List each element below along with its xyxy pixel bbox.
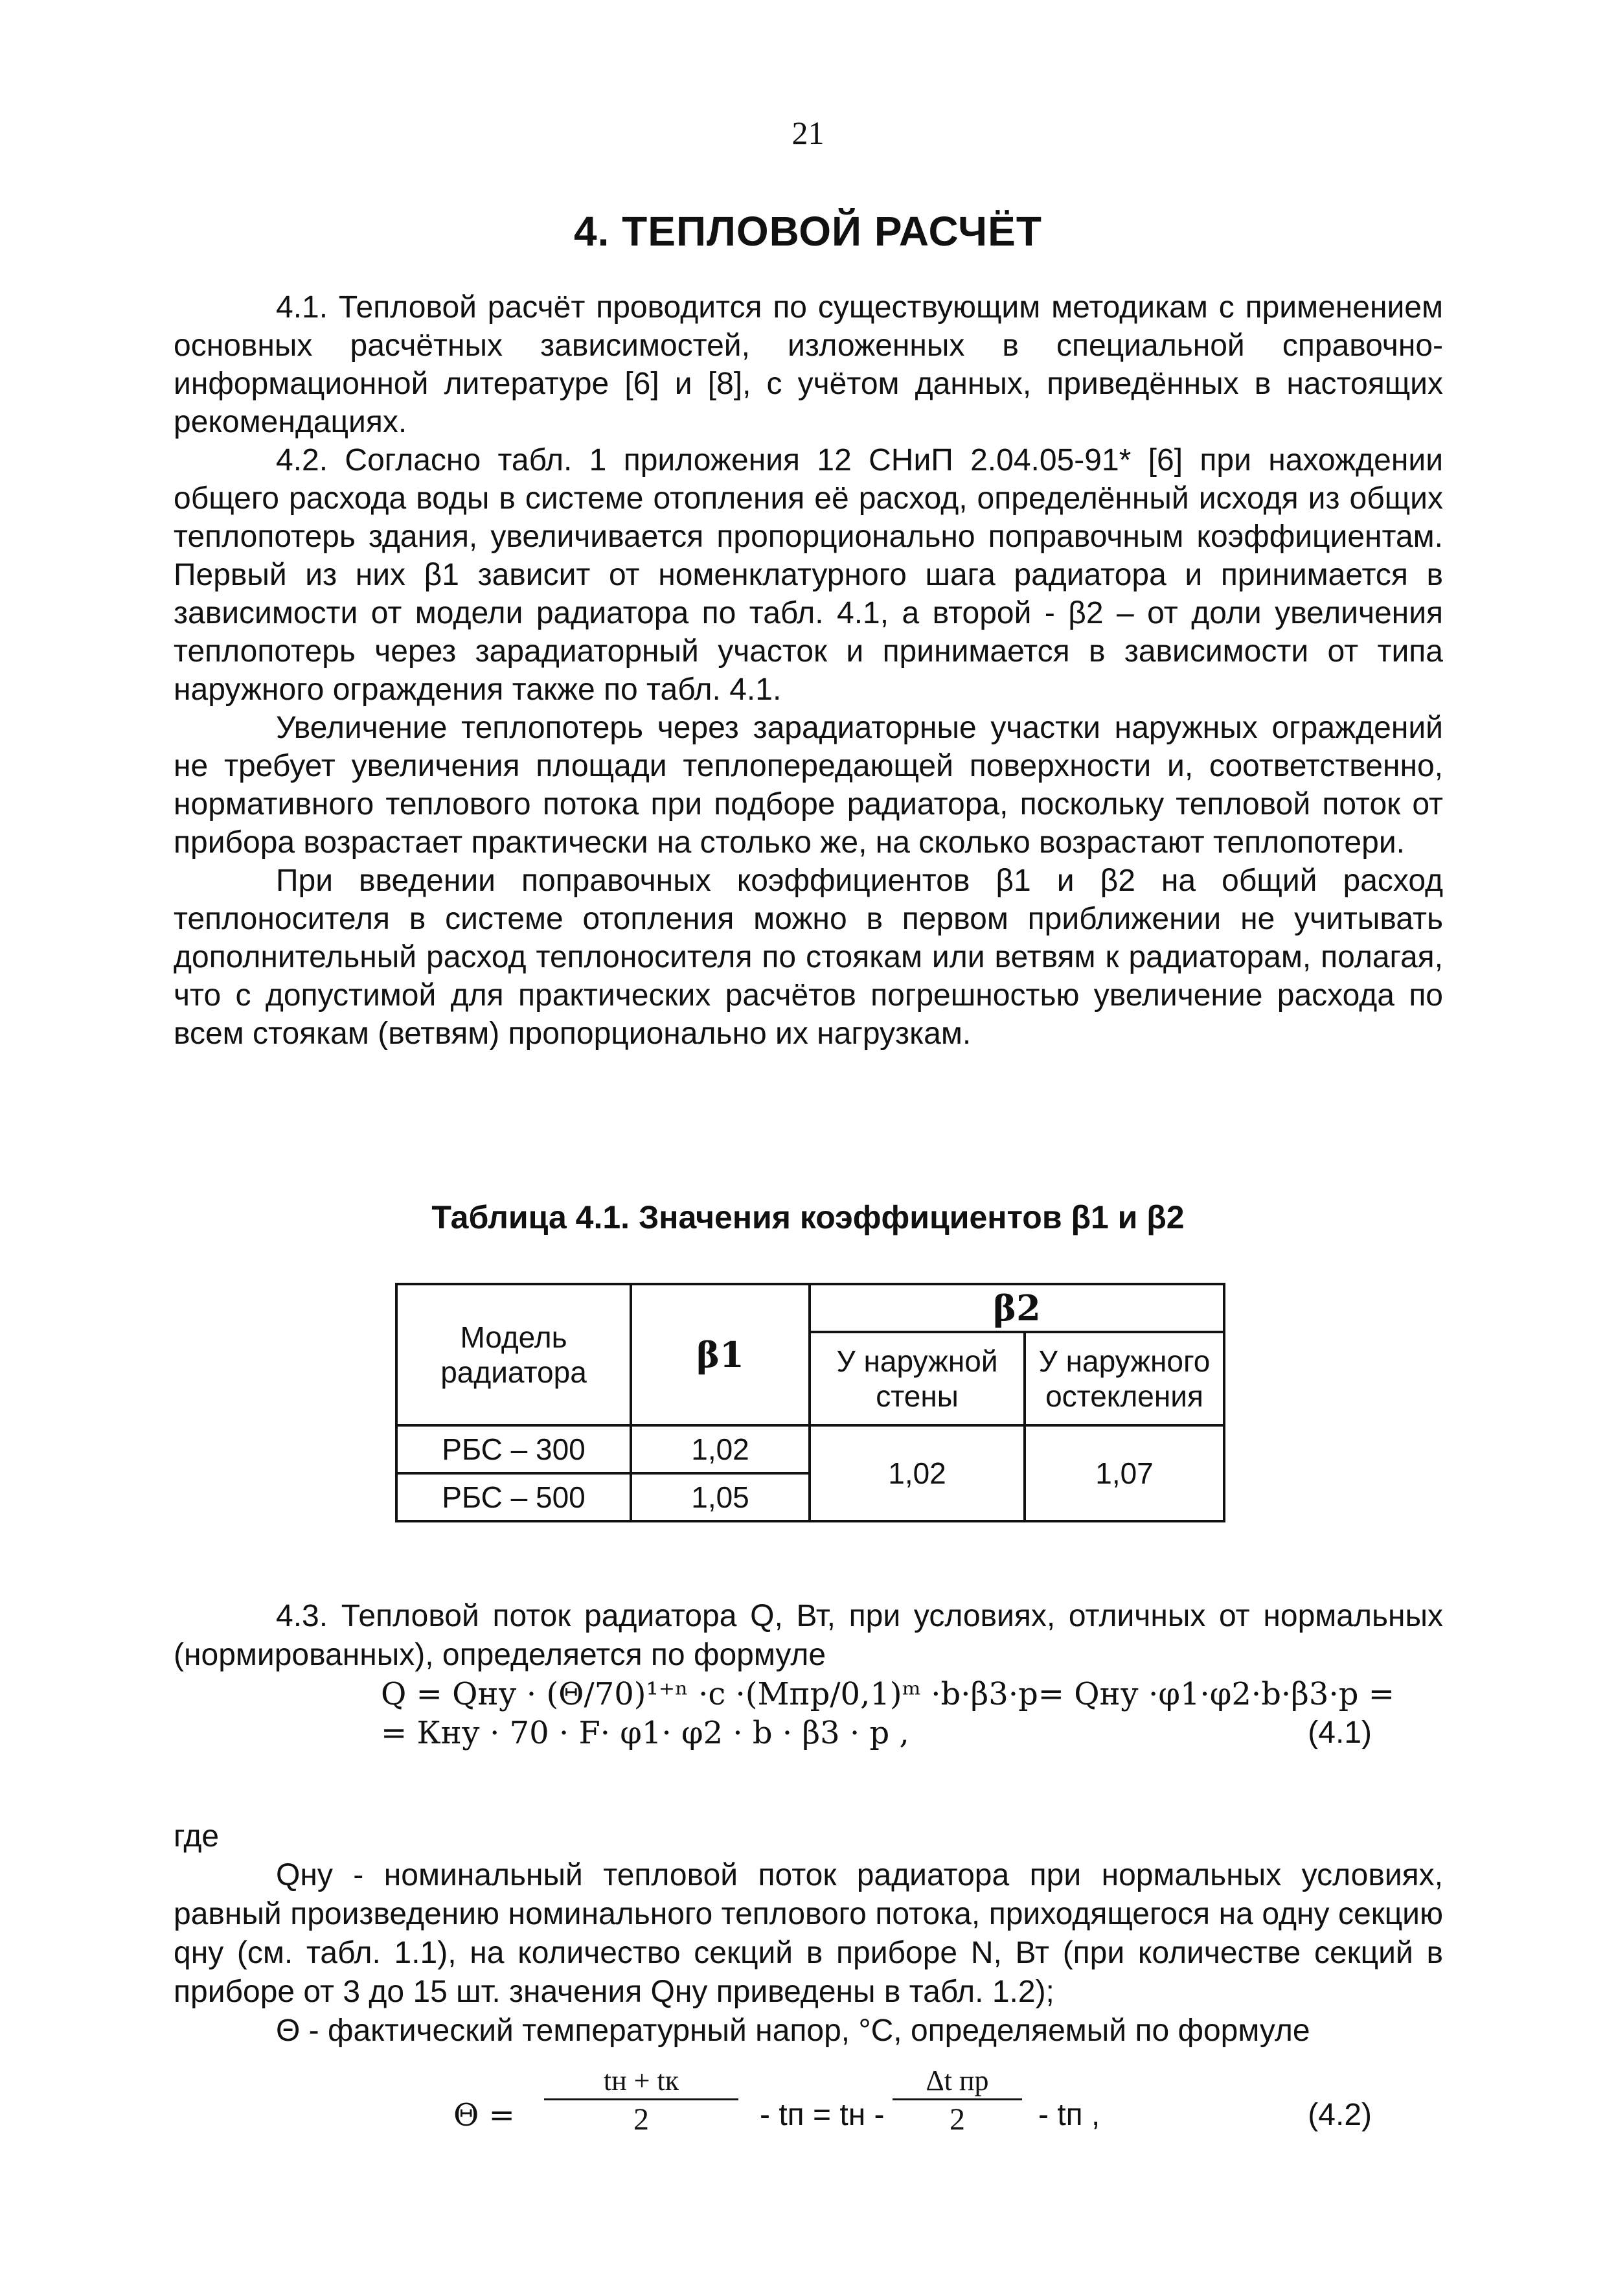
fraction-denominator: 2 [950,2102,965,2137]
fraction-numerator: tн + tк [603,2065,679,2096]
formula-4-2-lhs: Θ = [453,2097,515,2133]
header-wall: У наружной стены [810,1332,1025,1425]
header-beta2: β2 [810,1284,1224,1332]
formula-4-1-expression: Q = Qну · (Θ/70)¹⁺ⁿ ·c ·(Мпр/0,1)ᵐ ·b·β3·p= Qну ·φ1·φ2·b·β3·p = [381,1676,1394,1712]
paragraph-4-2: 4.2. Согласно табл. 1 приложения 12 СНиП 2.04.05-91* [6] при нахождении общего расхода воды в системе отопления её расход, определённый исходя из общих теплопотерь здания, увеличивается пропорционально поправочным коэффициентам. Первый из них β1 зависит от номенклатурного шага радиатора и принимается в зависимости от модели радиатора по табл. 4.1, а второй - β2 – от доли увеличения теплопотерь через зарадиаторный участок и принимается в зависимости от типа наружного ограждения также по табл. 4.1. [174,443,1443,707]
formula-4-2-tail: - tп , [1038,2098,1100,2132]
cell-model: РБС – 500 [396,1473,631,1521]
definition-theta: Θ - фактический температурный напор, °С, определяемый по формуле [276,2014,1310,2048]
where-label: где [174,1819,220,1854]
formula-4-2-number: (4.2) [1308,2098,1372,2132]
fraction-delta-temp [893,2063,1022,2139]
cell-beta1: 1,05 [631,1473,810,1521]
fraction-denominator: 2 [633,2102,649,2137]
cell-beta1: 1,02 [631,1425,810,1473]
header-beta1: β1 [631,1284,810,1425]
section-4-3-intro: 4.3. Тепловой поток радиатора Q, Вт, при условиях, отличных от нормальных (нормированных), определяется по формуле [174,1599,1443,1672]
table-caption: Таблица 4.1. Значения коэффициентов β1 и β2 [431,1199,1185,1235]
section-heading: 4. ТЕПЛОВОЙ РАСЧЁТ [574,208,1042,255]
cell-beta2-wall: 1,02 [810,1425,1025,1521]
cell-model: РБС – 300 [396,1425,631,1473]
paragraph-4-1: 4.1. Тепловой расчёт проводится по существующим методикам с применением основных расчётных зависимостей, изложенных в специальной справочно-информационной литературе [6] и [8], с учётом данных, приведённых в настоящих рекомендациях. [174,290,1443,439]
formula-4-2-middle: - tп = tн - [760,2098,885,2132]
paragraph-correction: При введении поправочных коэффициентов β1 и β2 на общий расход теплоносителя в системе отопления можно в первом приближении не учитывать дополнительный расход теплоносителя по стоякам или ветвям к радиаторам, полагая, что с допустимой для практических расчётов погрешностью увеличение расхода по всем стоякам (ветвям) пропорционально их нагрузкам. [174,864,1443,1051]
coefficients-table [395,1283,1225,1522]
page-number: 21 [791,115,825,151]
header-model: Модель радиатора [396,1284,631,1425]
fraction-mean-temp [544,2063,738,2139]
fraction-numerator: Δt пр [926,2065,989,2096]
section-4-3 [174,1597,1443,2174]
table-header-row [396,1284,1224,1332]
table-row [396,1425,1224,1473]
formula-4-1-number: (4.1) [1308,1716,1372,1750]
header-glazing: У наружного остекления [1025,1332,1224,1425]
formula-4-1-line2 [174,1714,1443,1752]
formula-4-2 [174,2063,1443,2174]
formula-4-1-continuation: = Кну · 70 · F· φ1· φ2 · b · β3 · p , [381,1715,909,1751]
cell-beta2-glazing: 1,07 [1025,1425,1224,1521]
body-text [174,288,1443,1053]
paragraph-heat-loss: Увеличение теплопотерь через зарадиаторные участки наружных ограждений не требует увеличения площади теплопередающей поверхности и, соответственно, нормативного теплового потока при подборе радиатора, поскольку тепловой поток от прибора возрастает практически на столько же, на сколько возрастают теплопотери. [174,711,1443,860]
formula-4-1-line1 [174,1675,1443,1714]
definition-q: Qну - номинальный тепловой поток радиатора при нормальных условиях, равный произведению номинального теплового потока, приходящегося на одну секцию qну (см. табл. 1.1), на количество секций в приборе N, Вт (при количестве секций в приборе от 3 до 15 шт. значения Qну приведены в табл. 1.2); [174,1858,1443,2009]
